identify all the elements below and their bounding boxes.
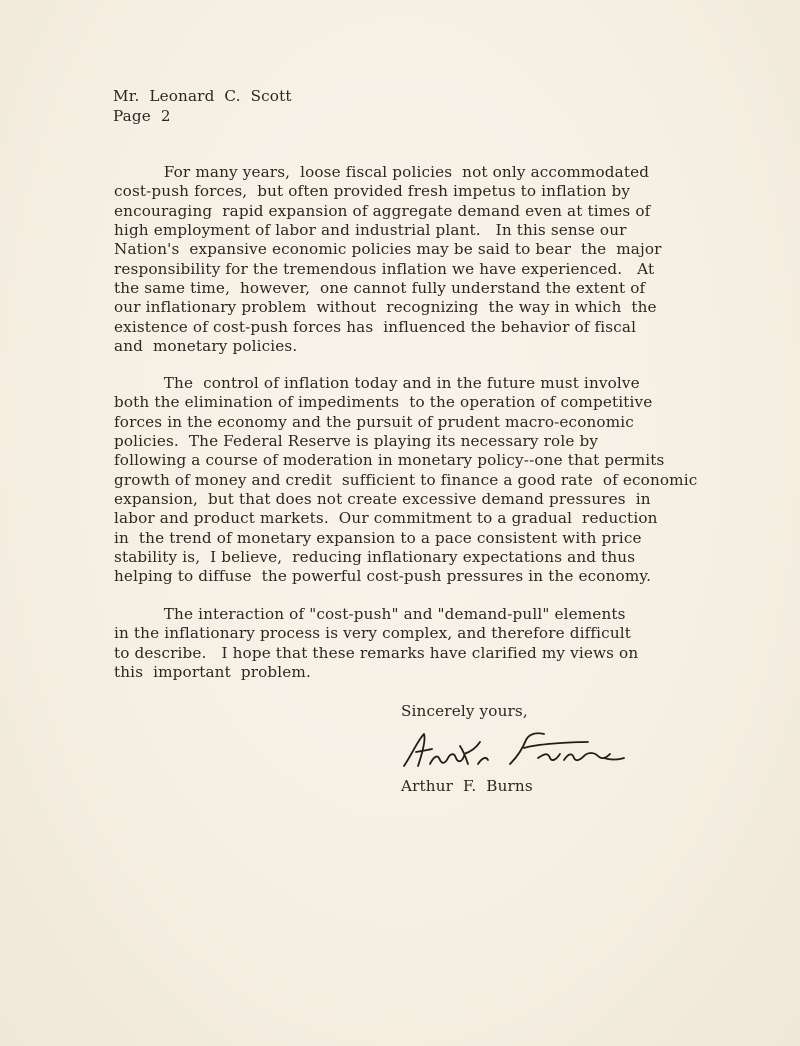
paragraph-line: The interaction of "cost-push" and "demand-pull" elements bbox=[114, 605, 626, 623]
paragraph-line: our inflationary problem without recognizing the way in which the bbox=[114, 298, 657, 317]
paragraph-line: high employment of labor and industrial plant. In this sense our bbox=[114, 221, 627, 240]
paragraph-line: this important problem. bbox=[114, 663, 311, 682]
paragraph-line: forces in the economy and the pursuit of prudent macro-economic bbox=[114, 412, 634, 431]
paragraph-3 bbox=[114, 605, 754, 682]
paragraph-line: existence of cost-push forces has influenced the behavior of fiscal bbox=[114, 317, 637, 336]
paragraph-line: The control of inflation today and in the future must involve bbox=[114, 374, 640, 392]
paragraph-1 bbox=[114, 163, 754, 356]
paragraph-line: policies. The Federal Reserve is playing its necessary role by bbox=[114, 432, 599, 451]
paragraph-line: labor and product markets. Our commitment to a gradual reduction bbox=[114, 509, 658, 528]
signer-name: Arthur F. Burns bbox=[401, 777, 533, 795]
paragraph-line: For many years, loose fiscal policies not only accommodated bbox=[114, 163, 650, 181]
paragraph-line: following a course of moderation in monetary policy--one that permits bbox=[114, 451, 665, 470]
paragraph-line: both the elimination of impediments to the operation of competitive bbox=[114, 393, 653, 412]
paragraph-line: in the trend of monetary expansion to a pace consistent with price bbox=[114, 528, 642, 547]
paragraph-line: Nation's expansive economic policies may be said to bear the major bbox=[114, 240, 662, 259]
page-number: Page 2 bbox=[113, 107, 171, 125]
paragraph-line: expansion, but that does not create excessive demand pressures in bbox=[114, 490, 651, 509]
paragraph-line: stability is, I believe, reducing inflationary expectations and thus bbox=[114, 548, 636, 567]
paragraph-line: the same time, however, one cannot fully understand the extent of bbox=[114, 279, 646, 298]
paragraph-line: in the inflationary process is very complex, and therefore difficult bbox=[114, 624, 632, 643]
paragraph-line: cost-push forces, but often provided fresh impetus to inflation by bbox=[114, 182, 631, 201]
paragraph-line: encouraging rapid expansion of aggregate demand even at times of bbox=[114, 201, 651, 220]
handwritten-signature bbox=[398, 724, 638, 776]
paragraph-2 bbox=[114, 374, 754, 587]
closing-salutation: Sincerely yours, bbox=[401, 702, 528, 720]
paragraph-line: growth of money and credit sufficient to finance a good rate of economic bbox=[114, 470, 698, 489]
recipient-line: Mr. Leonard C. Scott bbox=[113, 87, 292, 105]
letter-header bbox=[113, 86, 292, 126]
paragraph-line: responsibility for the tremendous inflation we have experienced. At bbox=[114, 259, 655, 278]
paragraph-line: and monetary policies. bbox=[114, 337, 298, 356]
paragraph-line: to describe. I hope that these remarks have clarified my views on bbox=[114, 643, 639, 662]
paragraph-line: helping to diffuse the powerful cost-push pressures in the economy. bbox=[114, 567, 652, 586]
